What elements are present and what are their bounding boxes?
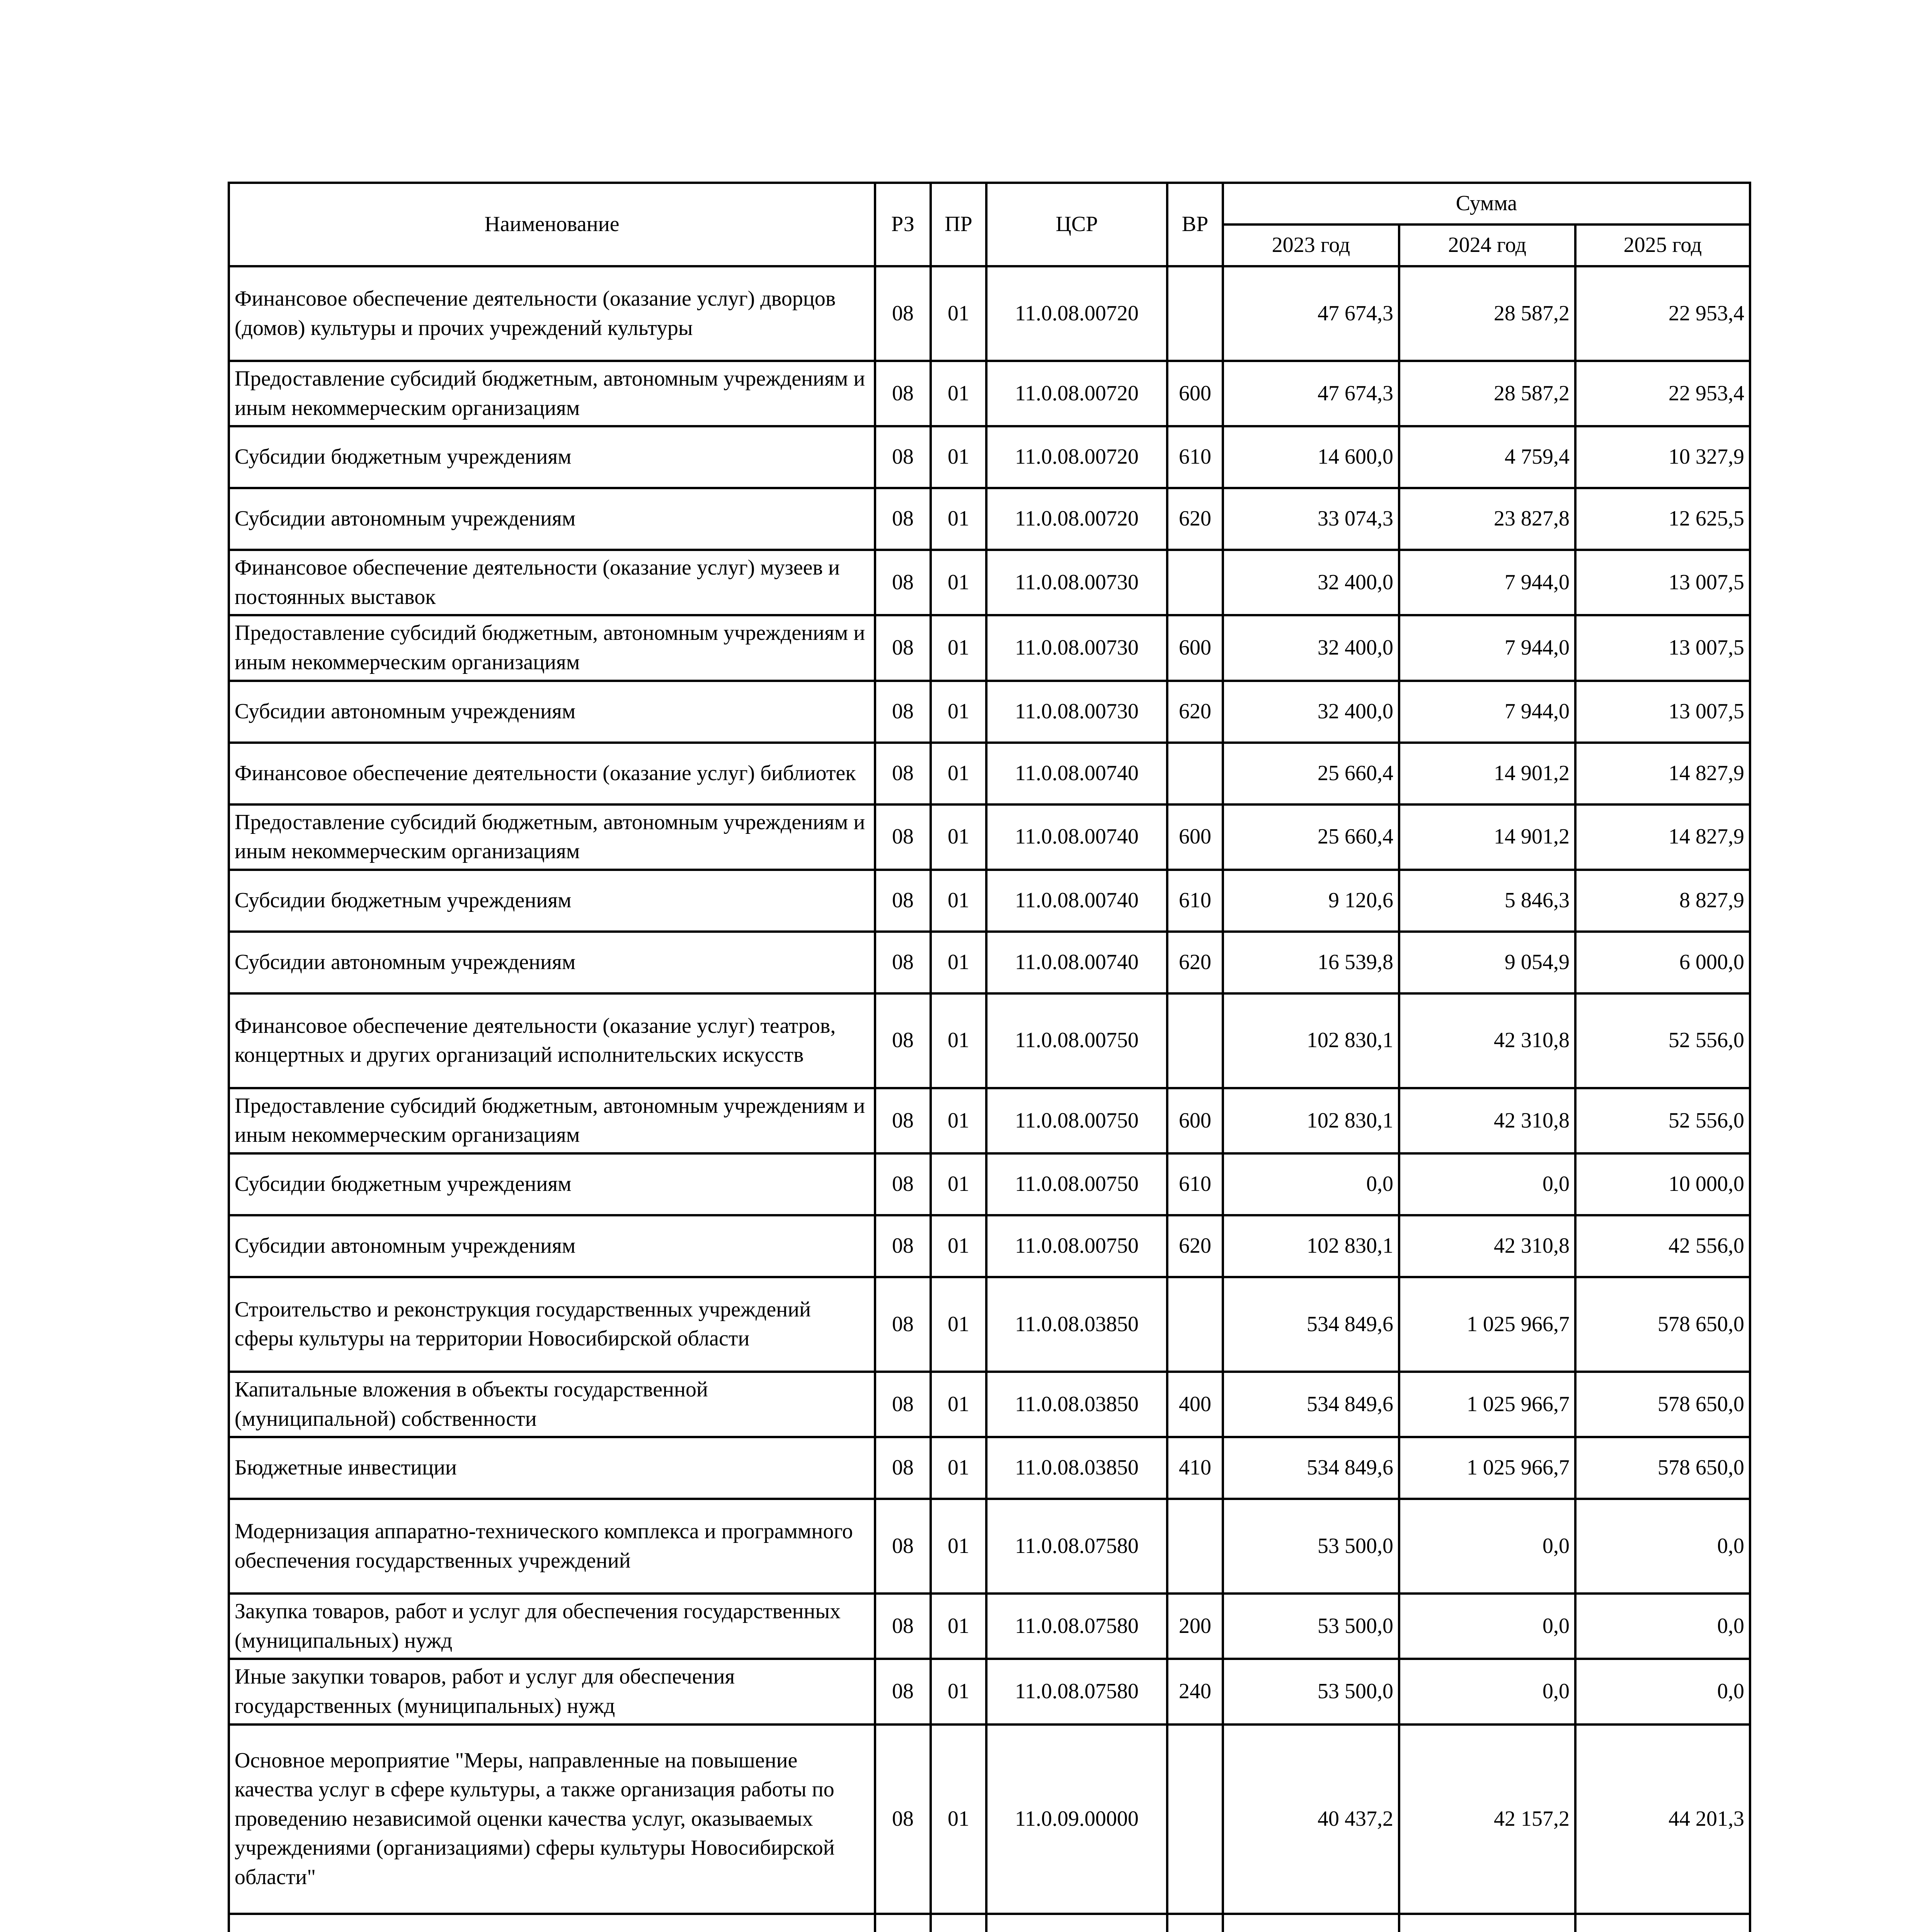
cell-name: Субсидии бюджетным учреждениям (229, 1153, 875, 1215)
cell-vr (1167, 1725, 1223, 1914)
cell-y2025: 22 953,4 (1575, 266, 1750, 361)
cell-y2023: 16 539,8 (1223, 932, 1399, 993)
cell-pr: 01 (931, 361, 986, 426)
cell-y2025 (1575, 1914, 1750, 1932)
cell-y2025: 0,0 (1575, 1499, 1750, 1594)
cell-csr: 11.0.08.00740 (986, 870, 1167, 932)
cell-rz: 08 (875, 1725, 931, 1914)
cell-csr: 11.0.08.07580 (986, 1659, 1167, 1724)
cell-rz: 08 (875, 361, 931, 426)
cell-rz: 08 (875, 1372, 931, 1437)
cell-pr: 01 (931, 1277, 986, 1372)
cell-y2024: 0,0 (1399, 1499, 1575, 1594)
cell-vr (1167, 1914, 1223, 1932)
cell-name: Основное мероприятие "Меры, направленные на повышение качества услуг в сфере культуры, а также организация работы по проведению независимой оценки качества услуг, оказываемых учреждениями (организациями) сферы культуры Новосибирской области" (229, 1725, 875, 1914)
cell-vr: 620 (1167, 681, 1223, 743)
cell-rz: 08 (875, 1659, 931, 1724)
cell-vr (1167, 1277, 1223, 1372)
cell-pr: 01 (931, 1153, 986, 1215)
cell-csr (986, 1914, 1167, 1932)
cell-y2025: 13 007,5 (1575, 550, 1750, 615)
cell-pr: 01 (931, 1594, 986, 1659)
cell-y2023: 53 500,0 (1223, 1594, 1399, 1659)
table-row (229, 743, 1750, 804)
table-row (229, 1914, 1750, 1932)
cell-y2024: 0,0 (1399, 1153, 1575, 1215)
cell-y2025: 44 201,3 (1575, 1725, 1750, 1914)
cell-csr: 11.0.08.03850 (986, 1437, 1167, 1499)
cell-y2025: 22 953,4 (1575, 361, 1750, 426)
cell-pr (931, 1914, 986, 1932)
cell-y2024: 28 587,2 (1399, 266, 1575, 361)
cell-y2023: 32 400,0 (1223, 550, 1399, 615)
header-2023: 2023 год (1223, 224, 1399, 266)
cell-y2024: 7 944,0 (1399, 681, 1575, 743)
cell-y2025: 0,0 (1575, 1594, 1750, 1659)
cell-pr: 01 (931, 1499, 986, 1594)
cell-name: Предоставление субсидий бюджетным, автономным учреждениям и иным некоммерческим организациям (229, 804, 875, 870)
table-row (229, 1499, 1750, 1594)
cell-y2024: 5 846,3 (1399, 870, 1575, 932)
cell-y2023: 102 830,1 (1223, 1215, 1399, 1277)
cell-y2023: 102 830,1 (1223, 993, 1399, 1088)
cell-y2024: 42 310,8 (1399, 993, 1575, 1088)
cell-y2023: 32 400,0 (1223, 615, 1399, 680)
table-header (229, 183, 1750, 266)
cell-y2023: 53 500,0 (1223, 1659, 1399, 1724)
cell-y2024: 42 310,8 (1399, 1215, 1575, 1277)
cell-pr: 01 (931, 932, 986, 993)
cell-y2025: 13 007,5 (1575, 615, 1750, 680)
cell-vr: 610 (1167, 426, 1223, 488)
cell-csr: 11.0.08.00720 (986, 488, 1167, 550)
cell-name (229, 1914, 875, 1932)
cell-name: Субсидии автономным учреждениям (229, 488, 875, 550)
cell-name: Предоставление субсидий бюджетным, автономным учреждениям и иным некоммерческим организациям (229, 1088, 875, 1153)
cell-y2024: 1 025 966,7 (1399, 1277, 1575, 1372)
header-rz: РЗ (875, 183, 931, 266)
cell-name: Предоставление субсидий бюджетным, автономным учреждениям и иным некоммерческим организациям (229, 615, 875, 680)
cell-pr: 01 (931, 1437, 986, 1499)
table-row (229, 1594, 1750, 1659)
cell-y2025: 10 000,0 (1575, 1153, 1750, 1215)
cell-name: Субсидии автономным учреждениям (229, 1215, 875, 1277)
header-pr: ПР (931, 183, 986, 266)
cell-csr: 11.0.08.03850 (986, 1277, 1167, 1372)
cell-csr: 11.0.08.07580 (986, 1594, 1167, 1659)
cell-rz: 08 (875, 488, 931, 550)
cell-y2023 (1223, 1914, 1399, 1932)
cell-y2024: 14 901,2 (1399, 743, 1575, 804)
cell-vr (1167, 550, 1223, 615)
cell-name: Финансовое обеспечение деятельности (оказание услуг) дворцов (домов) культуры и прочих учреждений культуры (229, 266, 875, 361)
cell-rz: 08 (875, 1594, 931, 1659)
header-2024: 2024 год (1399, 224, 1575, 266)
header-csr: ЦСР (986, 183, 1167, 266)
cell-csr: 11.0.08.00720 (986, 266, 1167, 361)
cell-y2024 (1399, 1914, 1575, 1932)
table-row (229, 266, 1750, 361)
cell-pr: 01 (931, 266, 986, 361)
cell-name: Финансовое обеспечение деятельности (оказание услуг) музеев и постоянных выставок (229, 550, 875, 615)
cell-pr: 01 (931, 870, 986, 932)
cell-rz: 08 (875, 870, 931, 932)
cell-name: Модернизация аппаратно-технического комплекса и программного обеспечения государственных учреждений (229, 1499, 875, 1594)
cell-pr: 01 (931, 1215, 986, 1277)
cell-csr: 11.0.08.00750 (986, 1215, 1167, 1277)
cell-y2025: 578 650,0 (1575, 1372, 1750, 1437)
table-row (229, 361, 1750, 426)
cell-name: Финансовое обеспечение деятельности (оказание услуг) театров, концертных и других организаций исполнительских искусств (229, 993, 875, 1088)
cell-y2023: 32 400,0 (1223, 681, 1399, 743)
cell-pr: 01 (931, 426, 986, 488)
cell-y2024: 0,0 (1399, 1594, 1575, 1659)
table-row (229, 1088, 1750, 1153)
cell-name: Финансовое обеспечение деятельности (оказание услуг) библиотек (229, 743, 875, 804)
header-sum: Сумма (1223, 183, 1750, 224)
cell-rz: 08 (875, 804, 931, 870)
cell-csr: 11.0.08.07580 (986, 1499, 1167, 1594)
table-row (229, 1725, 1750, 1914)
cell-rz: 08 (875, 615, 931, 680)
table-row (229, 1659, 1750, 1724)
cell-csr: 11.0.08.00750 (986, 1153, 1167, 1215)
cell-rz: 08 (875, 1277, 931, 1372)
cell-y2024: 0,0 (1399, 1659, 1575, 1724)
table-row (229, 615, 1750, 680)
cell-y2024: 1 025 966,7 (1399, 1372, 1575, 1437)
cell-pr: 01 (931, 1088, 986, 1153)
cell-y2025: 13 007,5 (1575, 681, 1750, 743)
cell-y2024: 4 759,4 (1399, 426, 1575, 488)
cell-y2024: 14 901,2 (1399, 804, 1575, 870)
cell-vr: 600 (1167, 1088, 1223, 1153)
cell-pr: 01 (931, 1725, 986, 1914)
cell-y2025: 12 625,5 (1575, 488, 1750, 550)
cell-csr: 11.0.08.00750 (986, 1088, 1167, 1153)
table-row (229, 550, 1750, 615)
cell-name: Бюджетные инвестиции (229, 1437, 875, 1499)
cell-vr (1167, 743, 1223, 804)
cell-y2025: 6 000,0 (1575, 932, 1750, 993)
cell-rz (875, 1914, 931, 1932)
table-row (229, 681, 1750, 743)
cell-y2024: 9 054,9 (1399, 932, 1575, 993)
cell-y2023: 25 660,4 (1223, 743, 1399, 804)
cell-rz: 08 (875, 743, 931, 804)
cell-y2023: 102 830,1 (1223, 1088, 1399, 1153)
cell-rz: 08 (875, 1499, 931, 1594)
cell-vr: 240 (1167, 1659, 1223, 1724)
cell-vr (1167, 266, 1223, 361)
cell-rz: 08 (875, 266, 931, 361)
cell-y2023: 534 849,6 (1223, 1277, 1399, 1372)
cell-csr: 11.0.08.00730 (986, 615, 1167, 680)
cell-vr (1167, 993, 1223, 1088)
cell-vr: 410 (1167, 1437, 1223, 1499)
table-body (229, 266, 1750, 1932)
cell-csr: 11.0.08.00740 (986, 743, 1167, 804)
cell-pr: 01 (931, 550, 986, 615)
cell-vr: 610 (1167, 870, 1223, 932)
cell-csr: 11.0.08.00740 (986, 932, 1167, 993)
cell-y2023: 47 674,3 (1223, 266, 1399, 361)
cell-y2025: 52 556,0 (1575, 1088, 1750, 1153)
cell-vr: 200 (1167, 1594, 1223, 1659)
cell-rz: 08 (875, 1215, 931, 1277)
cell-y2025: 42 556,0 (1575, 1215, 1750, 1277)
cell-csr: 11.0.08.03850 (986, 1372, 1167, 1437)
cell-y2025: 578 650,0 (1575, 1277, 1750, 1372)
cell-y2023: 534 849,6 (1223, 1437, 1399, 1499)
cell-y2025: 578 650,0 (1575, 1437, 1750, 1499)
table-row (229, 870, 1750, 932)
cell-y2025: 0,0 (1575, 1659, 1750, 1724)
cell-y2025: 14 827,9 (1575, 743, 1750, 804)
cell-name: Строительство и реконструкция государственных учреждений сферы культуры на территории Новосибирской области (229, 1277, 875, 1372)
table-row (229, 804, 1750, 870)
cell-csr: 11.0.08.00750 (986, 993, 1167, 1088)
cell-vr: 600 (1167, 804, 1223, 870)
cell-y2023: 25 660,4 (1223, 804, 1399, 870)
cell-name: Субсидии автономным учреждениям (229, 932, 875, 993)
table-row (229, 1153, 1750, 1215)
cell-y2023: 14 600,0 (1223, 426, 1399, 488)
cell-pr: 01 (931, 1659, 986, 1724)
cell-y2023: 40 437,2 (1223, 1725, 1399, 1914)
cell-rz: 08 (875, 681, 931, 743)
cell-y2023: 9 120,6 (1223, 870, 1399, 932)
cell-vr: 620 (1167, 1215, 1223, 1277)
header-2025: 2025 год (1575, 224, 1750, 266)
cell-rz: 08 (875, 1088, 931, 1153)
cell-csr: 11.0.08.00740 (986, 804, 1167, 870)
cell-pr: 01 (931, 1372, 986, 1437)
cell-y2024: 28 587,2 (1399, 361, 1575, 426)
cell-csr: 11.0.08.00730 (986, 681, 1167, 743)
cell-y2025: 52 556,0 (1575, 993, 1750, 1088)
cell-y2025: 10 327,9 (1575, 426, 1750, 488)
cell-vr: 620 (1167, 488, 1223, 550)
table-row (229, 993, 1750, 1088)
cell-y2023: 33 074,3 (1223, 488, 1399, 550)
cell-csr: 11.0.08.00720 (986, 426, 1167, 488)
header-vr: ВР (1167, 183, 1223, 266)
cell-name: Субсидии автономным учреждениям (229, 681, 875, 743)
cell-name: Субсидии бюджетным учреждениям (229, 426, 875, 488)
cell-csr: 11.0.08.00730 (986, 550, 1167, 615)
cell-pr: 01 (931, 743, 986, 804)
cell-vr: 600 (1167, 361, 1223, 426)
cell-vr: 620 (1167, 932, 1223, 993)
cell-pr: 01 (931, 488, 986, 550)
table-row (229, 1437, 1750, 1499)
cell-pr: 01 (931, 615, 986, 680)
cell-y2025: 14 827,9 (1575, 804, 1750, 870)
cell-name: Иные закупки товаров, работ и услуг для обеспечения государственных (муниципальных) нужд (229, 1659, 875, 1724)
cell-rz: 08 (875, 1153, 931, 1215)
cell-rz: 08 (875, 426, 931, 488)
cell-pr: 01 (931, 993, 986, 1088)
cell-csr: 11.0.09.00000 (986, 1725, 1167, 1914)
cell-vr: 600 (1167, 615, 1223, 680)
cell-y2025: 8 827,9 (1575, 870, 1750, 932)
cell-y2024: 23 827,8 (1399, 488, 1575, 550)
cell-pr: 01 (931, 681, 986, 743)
table-row (229, 1372, 1750, 1437)
cell-y2024: 1 025 966,7 (1399, 1437, 1575, 1499)
budget-table (228, 182, 1751, 1932)
cell-name: Предоставление субсидий бюджетным, автономным учреждениям и иным некоммерческим организациям (229, 361, 875, 426)
cell-vr: 610 (1167, 1153, 1223, 1215)
cell-rz: 08 (875, 932, 931, 993)
cell-name: Капитальные вложения в объекты государственной (муниципальной) собственности (229, 1372, 875, 1437)
cell-y2023: 0,0 (1223, 1153, 1399, 1215)
cell-pr: 01 (931, 804, 986, 870)
cell-y2023: 53 500,0 (1223, 1499, 1399, 1594)
cell-name: Закупка товаров, работ и услуг для обеспечения государственных (муниципальных) нужд (229, 1594, 875, 1659)
cell-y2024: 42 157,2 (1399, 1725, 1575, 1914)
table-row (229, 1277, 1750, 1372)
cell-y2024: 7 944,0 (1399, 550, 1575, 615)
cell-y2023: 47 674,3 (1223, 361, 1399, 426)
cell-rz: 08 (875, 550, 931, 615)
header-name: Наименование (229, 183, 875, 266)
cell-rz: 08 (875, 993, 931, 1088)
table-row (229, 488, 1750, 550)
cell-vr: 400 (1167, 1372, 1223, 1437)
cell-rz: 08 (875, 1437, 931, 1499)
cell-y2023: 534 849,6 (1223, 1372, 1399, 1437)
cell-y2024: 7 944,0 (1399, 615, 1575, 680)
cell-y2024: 42 310,8 (1399, 1088, 1575, 1153)
cell-name: Субсидии бюджетным учреждениям (229, 870, 875, 932)
table-row (229, 932, 1750, 993)
cell-csr: 11.0.08.00720 (986, 361, 1167, 426)
table-row (229, 1215, 1750, 1277)
table-row (229, 426, 1750, 488)
cell-vr (1167, 1499, 1223, 1594)
